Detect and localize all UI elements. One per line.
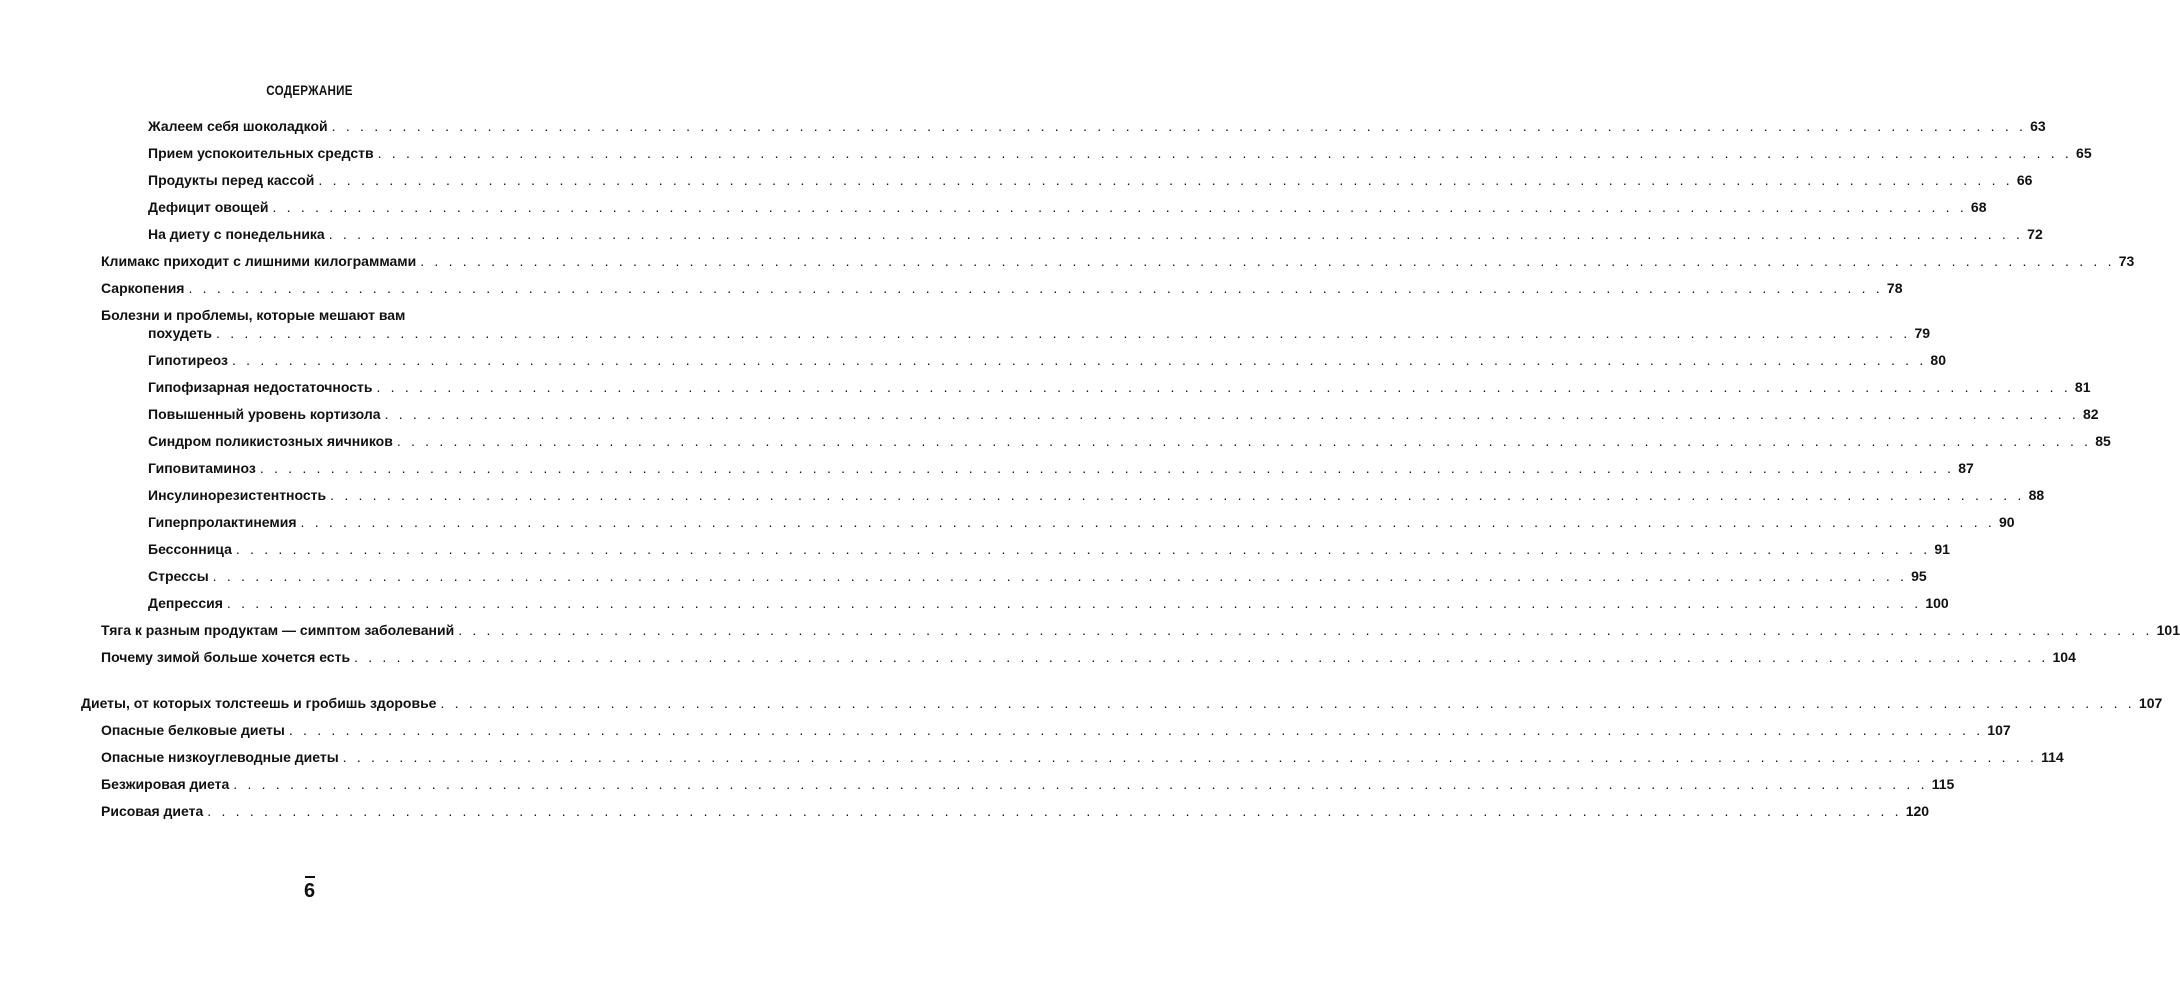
toc-entry-page: 85	[2095, 433, 2111, 449]
toc-entry-title: Повышенный уровень кортизола	[148, 406, 381, 422]
page-number-value: 6	[303, 880, 316, 902]
toc-entry[interactable]	[148, 540, 1950, 558]
toc-entry-title: Жалеем себя шоколадкой	[148, 118, 328, 134]
toc-entry-page: 95	[1911, 568, 1927, 584]
toc-entry[interactable]	[148, 513, 2015, 531]
toc-entry[interactable]	[148, 378, 2091, 396]
toc-entry[interactable]	[148, 486, 2045, 504]
toc-entry-page: 100	[1925, 595, 1949, 611]
toc-entry-page: 88	[2028, 487, 2045, 503]
dot-leader: . . . . . . . . . . . . . . . . . . . . . . . . . . . . . . . . . . . . . . . . . . . . . . . . . . . . . . . . . . . . . . . . . . . . . . . . . . . . . . . . . . . . . . . . . . . . . . . . . . . . . . . . . . . . . . . . . . . . . . . .	[440, 695, 2135, 711]
toc-entry[interactable]	[101, 621, 2180, 639]
toc-entry-title: Саркопения	[101, 280, 185, 296]
dot-leader: . . . . . . . . . . . . . . . . . . . . . . . . . . . . . . . . . . . . . . . . . . . . . . . . . . . . . . . . . . . . . . . . . . . . . . . . . . . . . . . . . . . . . . . . . . . . . . . . . . . . . . . . . . . . . . . . . . . . . . . .	[207, 803, 1902, 819]
toc-entry-title: Опасные белковые диеты	[101, 722, 285, 738]
toc-entry-page: 104	[2052, 649, 2076, 665]
toc-entry-title: На диету с понедельника	[148, 226, 325, 242]
toc-entry-title: Рисовая диета	[101, 803, 204, 819]
toc-entry-title: Синдром поликистозных яичников	[148, 433, 393, 449]
dot-leader: . . . . . . . . . . . . . . . . . . . . . . . . . . . . . . . . . . . . . . . . . . . . . . . . . . . . . . . . . . . . . . . . . . . . . . . . . . . . . . . . . . . . . . . . . . . . . . . . . . . . . . . . . . . . . . . . . . . . . . . .	[235, 541, 1931, 557]
toc-entry-page: 73	[2118, 253, 2135, 269]
toc-entry-title: Гиперпролактинемия	[148, 514, 297, 530]
toc-entry-page: 81	[2074, 379, 2091, 395]
toc-entry-page: 90	[1998, 514, 2015, 530]
toc-entry-page: 63	[2030, 118, 2046, 134]
page-number	[0, 876, 619, 902]
page-header: СОДЕРЖАНИЕ	[266, 83, 353, 98]
toc-entry-title: Гипотиреоз	[148, 352, 228, 368]
toc-entry-page: 66	[2016, 172, 2033, 188]
toc-entry[interactable]	[148, 171, 2033, 189]
toc-entry-page: 79	[1914, 325, 1931, 341]
toc-entry-title: Продукты перед кассой	[148, 172, 315, 188]
toc-entry-page: 87	[1958, 460, 1974, 476]
dot-leader: . . . . . . . . . . . . . . . . . . . . . . . . . . . . . . . . . . . . . . . . . . . . . . . . . . . . . . . . . . . . . . . . . . . . . . . . . . . . . . . . . . . . . . . . . . . . . . . . . . . . . . . . . . . . . . . . . . . . . . . .	[354, 649, 2049, 665]
toc-entry-page: 101	[2156, 622, 2180, 638]
toc-entry[interactable]	[101, 721, 2011, 739]
toc-entry[interactable]	[148, 198, 1987, 216]
toc-entry[interactable]	[101, 748, 2064, 766]
dot-leader: . . . . . . . . . . . . . . . . . . . . . . . . . . . . . . . . . . . . . . . . . . . . . . . . . . . . . . . . . . . . . . . . . . . . . . . . . . . . . . . . . . . . . . . . . . . . . . . . . . . . . . . . . . . . . . . . . . . . . . . .	[420, 253, 2115, 269]
toc-entry-title: Гиповитаминоз	[148, 460, 256, 476]
toc-entry-title: Прием успокоительных средств	[148, 145, 374, 161]
toc-entry[interactable]	[148, 459, 1974, 477]
toc-entry[interactable]	[148, 594, 1949, 612]
toc-entry-page: 72	[2027, 226, 2043, 242]
dot-leader: . . . . . . . . . . . . . . . . . . . . . . . . . . . . . . . . . . . . . . . . . . . . . . . . . . . . . . . . . . . . . . . . . . . . . . . . . . . . . . . . . . . . . . . . . . . . . . . . . . . . . . . . . . . . . . . . . . . . . . . .	[342, 749, 2038, 765]
dot-leader: . . . . . . . . . . . . . . . . . . . . . . . . . . . . . . . . . . . . . . . . . . . . . . . . . . . . . . . . . . . . . . . . . . . . . . . . . . . . . . . . . . . . . . . . . . . . . . . . . . . . . . . . . . . . . . . . . . . . . . . .	[188, 280, 1883, 296]
toc-entry-page: 68	[1970, 199, 1987, 215]
toc-entry[interactable]	[101, 775, 1955, 793]
toc-entry[interactable]	[101, 802, 1930, 820]
toc-entry-page: 114	[2041, 749, 2064, 765]
toc-entry-page: 78	[1886, 280, 1903, 296]
toc-entry-title: Тяга к разным продуктам — симптом заболеваний	[101, 622, 455, 638]
toc-entry-title: Болезни и проблемы, которые мешают вам	[101, 307, 406, 323]
toc-entry-title: Опасные низкоуглеводные диеты	[101, 749, 339, 765]
toc-entry-title: Климакс приходит с лишними килограммами	[101, 253, 417, 269]
dot-leader: . . . . . . . . . . . . . . . . . . . . . . . . . . . . . . . . . . . . . . . . . . . . . . . . . . . . . . . . . . . . . . . . . . . . . . . . . . . . . . . . . . . . . . . . . . . . . . . . . . . . . . . . . . . . . . . . . . . . . . . .	[272, 199, 1967, 215]
dot-leader: . . . . . . . . . . . . . . . . . . . . . . . . . . . . . . . . . . . . . . . . . . . . . . . . . . . . . . . . . . . . . . . . . . . . . . . . . . . . . . . . . . . . . . . . . . . . . . . . . . . . . . . . . . . . . . . . . . . . . . . .	[376, 379, 2071, 395]
dot-leader: . . . . . . . . . . . . . . . . . . . . . . . . . . . . . . . . . . . . . . . . . . . . . . . . . . . . . . . . . . . . . . . . . . . . . . . . . . . . . . . . . . . . . . . . . . . . . . . . . . . . . . . . . . . . . . . . . . . . . . . .	[233, 776, 1928, 792]
toc-entry-page: 107	[2138, 695, 2163, 711]
dot-leader: . . . . . . . . . . . . . . . . . . . . . . . . . . . . . . . . . . . . . . . . . . . . . . . . . . . . . . . . . . . . . . . . . . . . . . . . . . . . . . . . . . . . . . . . . . . . . . . . . . . . . . . . . . . . . . . . . . . . . . . .	[212, 568, 1908, 584]
toc-entry-page: 120	[1905, 803, 1930, 819]
dot-leader: . . . . . . . . . . . . . . . . . . . . . . . . . . . . . . . . . . . . . . . . . . . . . . . . . . . . . . . . . . . . . . . . . . . . . . . . . . . . . . . . . . . . . . . . . . . . . . . . . . . . . . . . . . . . . . . . . . . . . . . .	[288, 722, 1984, 738]
toc-entry[interactable]	[148, 567, 1927, 585]
toc-entry[interactable]	[148, 405, 2099, 423]
toc-entry-page: 91	[1934, 541, 1950, 557]
toc-entry-title: Депрессия	[148, 595, 223, 611]
toc-entry[interactable]	[148, 144, 2092, 162]
toc-entry[interactable]	[101, 252, 2135, 270]
dot-leader: . . . . . . . . . . . . . . . . . . . . . . . . . . . . . . . . . . . . . . . . . . . . . . . . . . . . . . . . . . . . . . . . . . . . . . . . . . . . . . . . . . . . . . . . . . . . . . . . . . . . . . . . . . . . . . . . . . . . . . . .	[377, 145, 2073, 161]
toc-entry[interactable]	[148, 117, 2046, 135]
toc-entry[interactable]	[81, 694, 2163, 712]
dot-leader: . . . . . . . . . . . . . . . . . . . . . . . . . . . . . . . . . . . . . . . . . . . . . . . . . . . . . . . . . . . . . . . . . . . . . . . . . . . . . . . . . . . . . . . . . . . . . . . . . . . . . . . . . . . . . . . . . . . . . . . .	[259, 460, 1955, 476]
toc-entry-page: 80	[1930, 352, 1946, 368]
toc-entry-title: Диеты, от которых толстеешь и гробишь здоровье	[81, 695, 437, 711]
toc-entry-page: 65	[2076, 145, 2092, 161]
toc-entry-title: Безжировая диета	[101, 776, 230, 792]
toc-entry-title: Стрессы	[148, 568, 209, 584]
toc-entry-title: похудеть	[148, 325, 213, 341]
toc-entry-title: Бессонница	[148, 541, 232, 557]
toc-entry-page: 107	[1987, 722, 2011, 738]
toc-entry[interactable]	[148, 225, 2043, 243]
dot-leader: . . . . . . . . . . . . . . . . . . . . . . . . . . . . . . . . . . . . . . . . . . . . . . . . . . . . . . . . . . . . . . . . . . . . . . . . . . . . . . . . . . . . . . . . . . . . . . . . . . . . . . . . . . . . . . . . . . . . . . . .	[458, 622, 2153, 638]
folio-rule	[305, 876, 315, 878]
dot-leader: . . . . . . . . . . . . . . . . . . . . . . . . . . . . . . . . . . . . . . . . . . . . . . . . . . . . . . . . . . . . . . . . . . . . . . . . . . . . . . . . . . . . . . . . . . . . . . . . . . . . . . . . . . . . . . . . . . . . . . . .	[231, 352, 1927, 368]
toc-entry[interactable]	[101, 648, 2076, 666]
dot-leader: . . . . . . . . . . . . . . . . . . . . . . . . . . . . . . . . . . . . . . . . . . . . . . . . . . . . . . . . . . . . . . . . . . . . . . . . . . . . . . . . . . . . . . . . . . . . . . . . . . . . . . . . . . . . . . . . . . . . . . . .	[318, 172, 2013, 188]
dot-leader: . . . . . . . . . . . . . . . . . . . . . . . . . . . . . . . . . . . . . . . . . . . . . . . . . . . . . . . . . . . . . . . . . . . . . . . . . . . . . . . . . . . . . . . . . . . . . . . . . . . . . . . . . . . . . . . . . . . . . . . .	[300, 514, 1995, 530]
dot-leader: . . . . . . . . . . . . . . . . . . . . . . . . . . . . . . . . . . . . . . . . . . . . . . . . . . . . . . . . . . . . . . . . . . . . . . . . . . . . . . . . . . . . . . . . . . . . . . . . . . . . . . . . . . . . . . . . . . . . . . . .	[331, 118, 2027, 134]
toc-entry-page: 115	[1931, 776, 1955, 792]
dot-leader: . . . . . . . . . . . . . . . . . . . . . . . . . . . . . . . . . . . . . . . . . . . . . . . . . . . . . . . . . . . . . . . . . . . . . . . . . . . . . . . . . . . . . . . . . . . . . . . . . . . . . . . . . . . . . . . . . . . . . . . .	[216, 325, 1911, 341]
toc-entry-title: Почему зимой больше хочется есть	[101, 649, 351, 665]
toc-entry[interactable]	[101, 279, 1903, 297]
toc-entry-title: Гипофизарная недостаточность	[148, 379, 373, 395]
dot-leader: . . . . . . . . . . . . . . . . . . . . . . . . . . . . . . . . . . . . . . . . . . . . . . . . . . . . . . . . . . . . . . . . . . . . . . . . . . . . . . . . . . . . . . . . . . . . . . . . . . . . . . . . . . . . . . . . . . . . . . . .	[226, 595, 1922, 611]
toc-entry[interactable]	[148, 351, 1946, 369]
toc-entry-page: 82	[2083, 406, 2099, 422]
dot-leader: . . . . . . . . . . . . . . . . . . . . . . . . . . . . . . . . . . . . . . . . . . . . . . . . . . . . . . . . . . . . . . . . . . . . . . . . . . . . . . . . . . . . . . . . . . . . . . . . . . . . . . . . . . . . . . . . . . . . . . . .	[330, 487, 2025, 503]
toc-entry-title: Инсулинорезистентность	[148, 487, 327, 503]
toc-entry[interactable]	[148, 324, 1931, 342]
dot-leader: . . . . . . . . . . . . . . . . . . . . . . . . . . . . . . . . . . . . . . . . . . . . . . . . . . . . . . . . . . . . . . . . . . . . . . . . . . . . . . . . . . . . . . . . . . . . . . . . . . . . . . . . . . . . . . . . . . . . . . . .	[396, 433, 2092, 449]
dot-leader: . . . . . . . . . . . . . . . . . . . . . . . . . . . . . . . . . . . . . . . . . . . . . . . . . . . . . . . . . . . . . . . . . . . . . . . . . . . . . . . . . . . . . . . . . . . . . . . . . . . . . . . . . . . . . . . . . . . . . . . .	[328, 226, 2024, 242]
toc-entry[interactable]	[148, 432, 2111, 450]
toc-entry-title: Дефицит овощей	[148, 199, 269, 215]
dot-leader: . . . . . . . . . . . . . . . . . . . . . . . . . . . . . . . . . . . . . . . . . . . . . . . . . . . . . . . . . . . . . . . . . . . . . . . . . . . . . . . . . . . . . . . . . . . . . . . . . . . . . . . . . . . . . . . . . . . . . . . .	[384, 406, 2079, 422]
